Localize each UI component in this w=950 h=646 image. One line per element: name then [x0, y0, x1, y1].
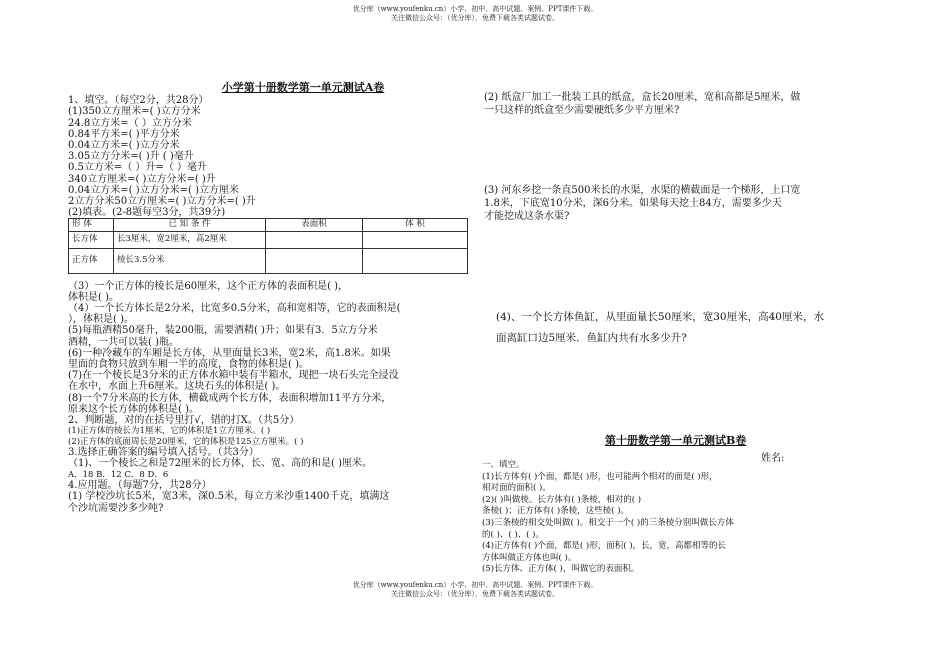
b-line: (4)正方体有( )个面，都是( )形，面积( )，长，宽，高都相等的长 [482, 541, 727, 552]
table-cell: 长方体 [69, 231, 114, 248]
judge-line: (2)正方体的底面周长是20厘米，它的体积是125立方厘米。( ) [68, 436, 304, 447]
paper-a-title: 小学第十册数学第一单元测试A卷 [221, 81, 385, 94]
app-line: (1) 学校沙坑长5米，宽3米，深0.5米，每立方米沙重1400千克，填满这 [68, 491, 390, 503]
table-header: 形 体 [69, 219, 114, 231]
problem-line: 面离缸口边5厘米．鱼缸内共有水多少升? [496, 332, 687, 344]
q1-line: 2立方分米50立方厘米=( )立方分米=( )升 [68, 196, 256, 208]
app-line: 个沙坑需要沙多少吨? [68, 502, 164, 514]
table-cell[interactable] [266, 248, 363, 273]
choice-heading: 3.选择正确答案的编号填入括号。（共3分） [68, 447, 259, 459]
table-cell[interactable] [363, 231, 468, 248]
table-cell[interactable] [363, 248, 468, 273]
judge-heading: 2、判断题，对的在括号里打√，错的打X。（共5分） [68, 415, 300, 427]
header-line-2: 关注微信公众号：（优分库），免费下载各类试题试卷。 [391, 14, 559, 22]
paper-b-title: 第十册数学第一单元测试B卷 [605, 434, 747, 447]
b-line: (3)三条棱的相交处叫做( )。相交于一个( )的三条棱分别叫做长方体 [482, 517, 734, 528]
b-q1-heading: 一、填空。 [482, 460, 525, 470]
q1-line: 0.04立方米=( )立方分米 [68, 140, 180, 152]
fill-line: (8)一个7分米高的长方体，横截成两个长方体，表面积增加11平方分米， [68, 392, 392, 404]
table-cell: 棱长3.5分米 [114, 248, 266, 273]
fill-line: (5)每瓶酒精50毫升，装200瓶，需要酒精( )升；如果有3．5立方分米 [68, 325, 378, 337]
table-cell[interactable] [266, 231, 363, 248]
footer-line-2: 关注微信公众号：（优分库），免费下载各类试题试卷。 [391, 590, 559, 598]
table-header: 体 积 [363, 219, 468, 231]
fill-line: ），体积是( )。 [68, 314, 134, 326]
header-line-1: 优分库（www.youfenku.cn）小学、初中、高中试题、案例、PPT课件下载。 [352, 5, 598, 13]
choice-question: （1)、一个棱长之和是72厘米的长方体，长、宽、高的和是( )厘米。 [68, 458, 372, 470]
table-cell: 正方体 [69, 248, 114, 273]
q1-line: 0.5立方米=（ ）升=（ ）毫升 [68, 162, 208, 174]
b-line: (5)长方体、正方体( )，叫做它的表面积。 [482, 564, 640, 575]
q1-line: 24.8立方米=（ ）立方分米 [68, 117, 192, 129]
q1-line: 0.84平方米=( )平方分米 [68, 128, 180, 140]
name-label: 姓名: [761, 453, 785, 464]
b-line: (2)( )叫做棱。长方体有( )条棱，相对的( ) [482, 494, 642, 505]
fill-line: 体积是( )。 [68, 291, 119, 303]
problem-line: 1.8米，下底宽10分米，深6分米。如果每天挖土84方，需要多少天 [484, 198, 782, 209]
problem-line: 才能挖成这条水渠? [484, 211, 570, 222]
table-row [69, 231, 468, 248]
fill-line: （3）一个正方体的棱长是60厘米，这个正方体的表面积是( )， [68, 280, 349, 292]
fill-line: 原来这个长方体的体积是( )。 [68, 403, 199, 415]
problem-line: (3) 河东乡挖一条直500米长的水渠，水渠的横截面是一个梯形，上口宽 [484, 185, 801, 196]
choice-options: A．18 B．12 C．8 D．6 [68, 469, 169, 480]
b-line: 方体叫做正方体也叫( )。 [482, 552, 577, 563]
fill-line: （4）一个长方体长是2分米，比宽多0.5分米，高和宽相等，它的表面积是( [68, 303, 401, 315]
fill-line: (7)在一个棱长是3分米的正方体水箱中装有半箱水，现把一块石头完全浸没 [68, 370, 399, 382]
q1-line: 0.04立方米=( )立方分米=( )立方厘米 [68, 184, 239, 196]
fill-line: 里面的食物只放到车厢一半的高度，食物的体积是( )。 [68, 359, 309, 371]
table-header-row [69, 219, 468, 231]
q2-heading: (2)填表。(2-8题每空3分，共39分) [68, 207, 226, 219]
q1-heading: 1、填空。（每空2分，共28分） [68, 95, 209, 107]
q1-line: (1)350立方厘米=( )立方分米 [68, 106, 201, 118]
problem-2 [484, 91, 800, 117]
q1-line: 340立方厘米=( )立方分米=( )升 [68, 173, 216, 185]
b-line: 相对面的面积( )。 [482, 483, 551, 494]
left-column [68, 24, 478, 514]
problem-line: (4)、一个长方体鱼缸，从里面量长50厘米，宽30厘米，高40厘米，水 [496, 311, 824, 323]
problem-line: 一只这样的纸盒至少需要硬纸多少平方厘米? [484, 105, 680, 116]
q1-line: 3.05立方分米=( )升 ( )毫升 [68, 151, 194, 163]
table-header: 表面积 [266, 219, 363, 231]
fill-table [68, 218, 468, 273]
fill-line: 酒精，一共可以装( )瓶。 [68, 336, 179, 348]
app-heading: 4.应用题。（每题7分，共28分） [68, 480, 212, 492]
b-line: (1)长方体有( )个面，都是( )形，也可能两个相对的面是( )形， [482, 471, 718, 482]
paper-b-questions [482, 460, 734, 576]
table-row [69, 248, 468, 273]
problem-line: (2) 纸盒厂加工一批装工具的纸盒，盒长20厘米，宽和高都是5厘米，做 [484, 92, 801, 103]
footer-line-1: 优分库（www.youfenku.cn）小学、初中、高中试题、案例、PPT课件下载。 [352, 581, 598, 589]
fill-line: (6)一种冷藏车的车厢是长方体，从里面量长3米，宽2米，高1.8米。如果 [68, 347, 391, 359]
b-line: 的( )、( )、( )。 [482, 529, 545, 540]
problem-3 [484, 184, 800, 223]
b-line: 条棱( )；正方体有( )条棱，这些棱( )。 [482, 506, 630, 517]
fill-line: 在水中，水面上升6厘米。这块石头的体积是( )。 [68, 381, 286, 393]
problem-4 [496, 307, 824, 349]
judge-line: (1)正方体的棱长为1厘米，它的体积是1立方厘米。( ) [68, 426, 271, 437]
table-header: 已 知 条 件 [114, 219, 266, 231]
table-cell: 长3厘米，宽2厘米，高2厘米 [114, 231, 266, 248]
